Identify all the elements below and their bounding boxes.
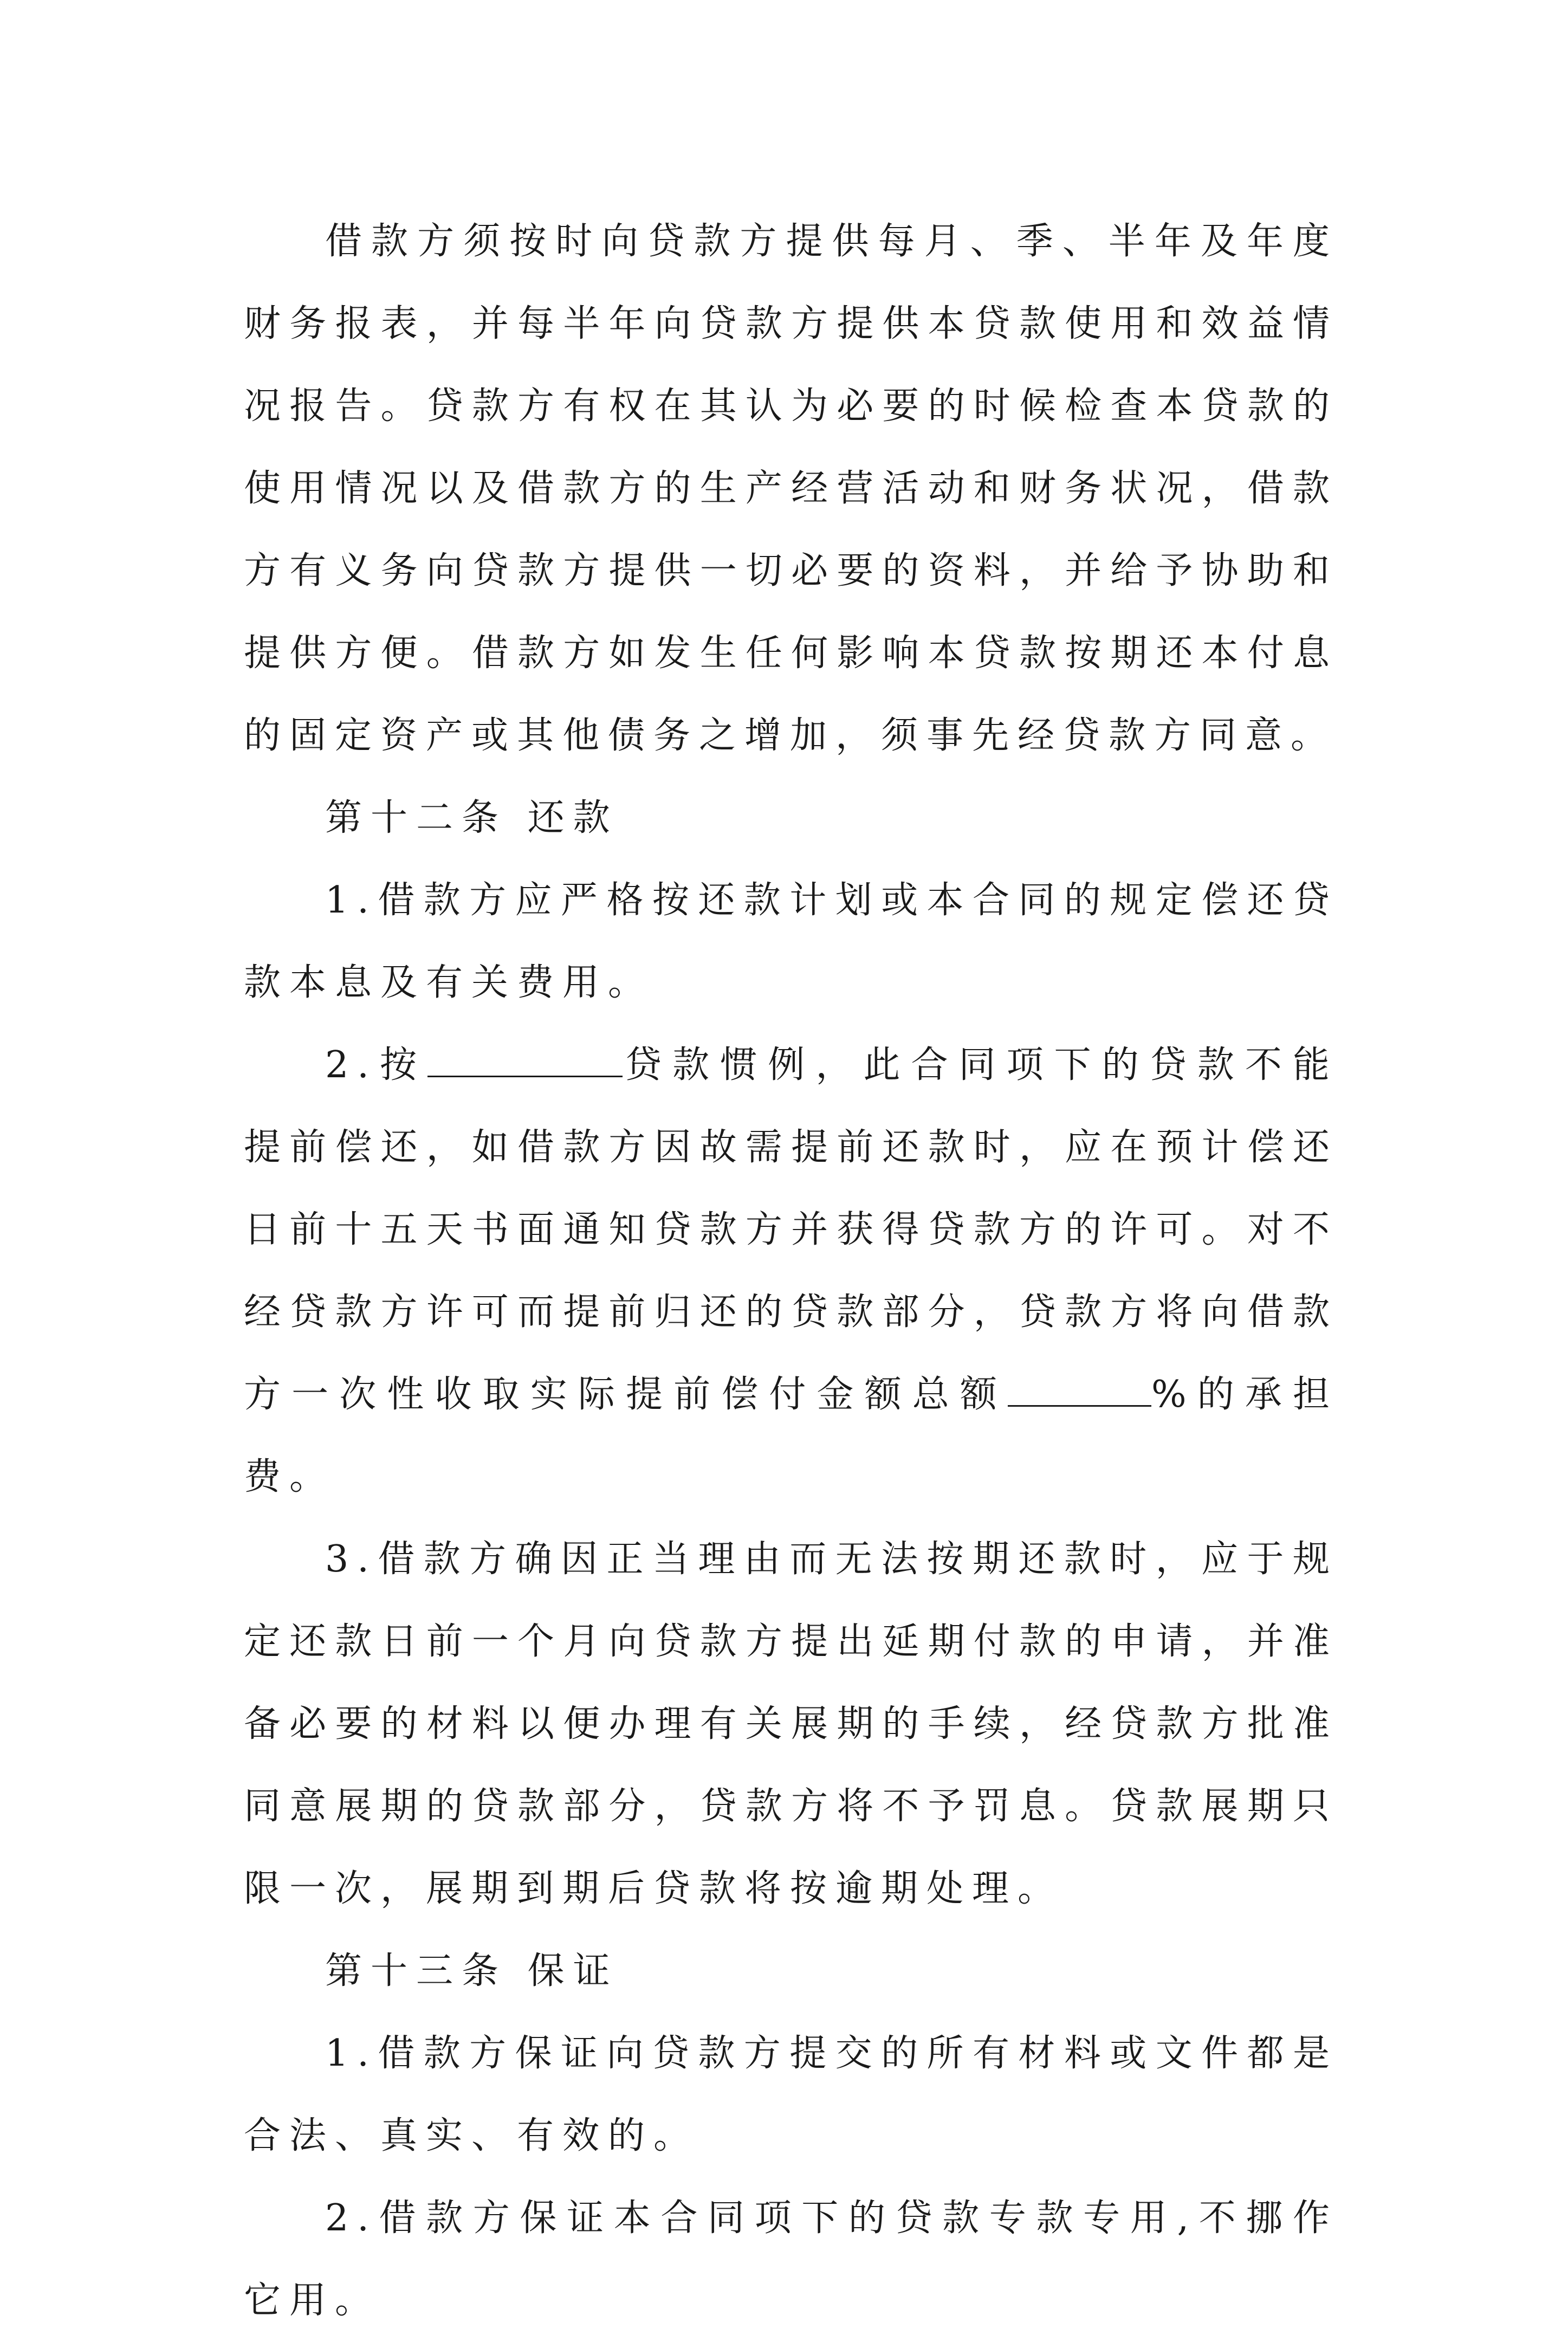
article-12-clause-2 [244,1024,1338,1518]
clause-2-body-text: 贷款惯例，此合同项下的贷款不能提前偿还，如借款方因故需提前还款时，应在预计偿还日前十五天书面通知贷款方并获得贷款方的许可。对不经贷款方许可而提前归还的贷款部分，贷款方将向借款方一次性收取实际提前偿付金额总额 [244,1044,1338,1416]
clause-2-end-text: %的承担费。 [244,1373,1338,1498]
clause-2-lead-text: 2.按 [325,1044,428,1086]
article-13-clause-1: 1.借款方保证向贷款方提交的所有材料或文件都是合法、真实、有效的。 [244,2032,1338,2157]
article-12-heading: 第十二条 还款 [325,797,619,839]
article-12-clause-1: 1.借款方应严格按还款计划或本合同的规定偿还贷款本息及有关费用。 [244,879,1338,1004]
blank-line-custom [427,1045,623,1077]
article-13-clause-2: 2.借款方保证本合同项下的贷款专款专用,不挪作它用。 [244,2197,1338,2322]
document-body [244,200,1338,2342]
article-13-heading: 第十三条 保证 [325,1950,619,1992]
paragraph-reporting-obligations: 借款方须按时向贷款方提供每月、季、半年及年度财务报表，并每半年向贷款方提供本贷款使用和效益情况报告。贷款方有权在其认为必要的时候检查本贷款的使用情况以及借款方的生产经营活动和财务状况，借款方有义务向贷款方提供一切必要的资料，并给予协助和提供方便。借款方如发生任何影响本贷款按期还本付息的固定资产或其他债务之增加，须事先经贷款方同意。 [244,220,1338,757]
article-12-clause-3: 3.借款方确因正当理由而无法按期还款时，应于规定还款日前一个月向贷款方提出延期付款的申请，并准备必要的材料以便办理有关展期的手续，经贷款方批准同意展期的贷款部分，贷款方将不予罚息。贷款展期只限一次，展期到期后贷款将按逾期处理。 [244,1538,1338,1910]
blank-line-percentage [1008,1375,1151,1407]
